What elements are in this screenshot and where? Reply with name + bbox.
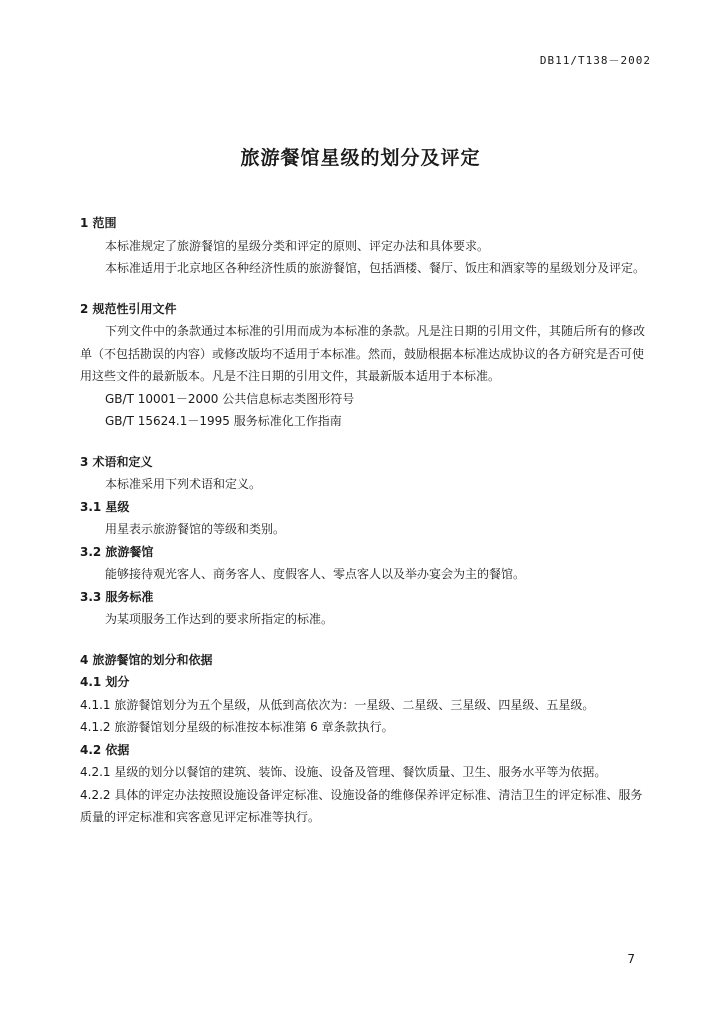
section-4-heading: 4 旅游餐馆的划分和依据: [80, 652, 213, 667]
clause-4-2-1: 4.2.1 星级的划分以餐馆的建筑、装饰、设施、设备及管理、餐饮质量、卫生、服务水平等为依据。: [80, 765, 607, 779]
section-3-3-heading: 3.3 服务标准: [80, 589, 154, 604]
section-3-2-heading: 3.2 旅游餐馆: [80, 544, 154, 559]
section-3-paragraph: 本标准采用下列术语和定义。: [105, 477, 262, 491]
section-1-paragraph-2: 本标准适用于北京地区各种经济性质的旅游餐馆，包括酒楼、餐厅、饭庄和酒家等的星级划分及评定。: [105, 261, 646, 275]
section-3-1-paragraph: 用星表示旅游餐馆的等级和类别。: [105, 522, 286, 536]
section-2-heading: 2 规范性引用文件: [80, 301, 177, 316]
document-title: 旅游餐馆星级的划分及评定: [240, 147, 481, 169]
section-3-3-paragraph: 为某项服务工作达到的要求所指定的标准。: [105, 612, 334, 626]
standard-code: DB11/T138－2002: [539, 54, 651, 67]
reference-item-2: GB/T 15624.1－1995 服务标准化工作指南: [105, 414, 342, 428]
section-1-heading: 1 范围: [80, 216, 117, 230]
section-3-2-paragraph: 能够接待观光客人、商务客人、度假客人、零点客人以及举办宴会为主的餐馆。: [105, 567, 526, 581]
clause-4-1-2: 4.1.2 旅游餐馆划分星级的标准按本标准第 6 章条款执行。: [80, 720, 394, 734]
clause-4-1-1: 4.1.1 旅游餐馆划分为五个星级，从低到高依次为：一星级、二星级、三星级、四星级、五星级。: [80, 697, 595, 712]
section-4-1-heading: 4.1 划分: [80, 675, 130, 689]
clause-4-2-2: 4.2.2 具体的评定办法按照设施设备评定标准、设施设备的维修保养评定标准、清洁卫生的评定标准、服务质量的评定标准和宾客意见评定标准等执行。: [80, 787, 643, 824]
section-3-heading: 3 术语和定义: [80, 454, 153, 469]
section-4-2-heading: 4.2 依据: [80, 742, 130, 757]
page-number: 7: [627, 952, 635, 966]
reference-item-1: GB/T 10001－2000 公共信息标志类图形符号: [105, 391, 355, 406]
section-1-paragraph-1: 本标准规定了旅游餐馆的星级分类和评定的原则、评定办法和具体要求。: [105, 238, 490, 253]
section-2-paragraph: 下列文件中的条款通过本标准的引用而成为本标准的条款。凡是注日期的引用文件，其随后所有的修改单（不包括勘误的内容）或修改版均不适用于本标准。然而，鼓励根据本标准达成协议的各方研究是否可使用这些文件的最新版本。凡是不注日期的引用文件，其最新版本适用于本标准。: [80, 324, 646, 383]
document-body: [80, 212, 654, 829]
section-3-1-heading: 3.1 星级: [80, 499, 130, 514]
